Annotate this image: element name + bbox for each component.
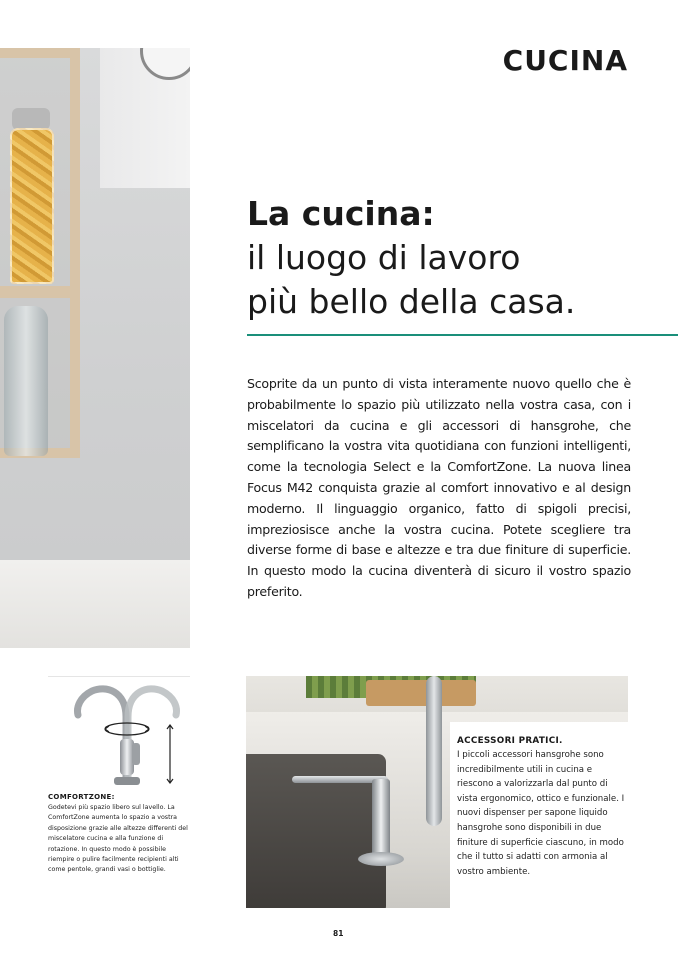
comfortzone-title: COMFORTZONE: bbox=[48, 793, 115, 801]
headline-line-1: La cucina: bbox=[247, 194, 435, 233]
kitchen-shelf-photo bbox=[0, 48, 190, 648]
headline-rule bbox=[247, 334, 678, 336]
dispenser-base bbox=[358, 852, 404, 866]
pasta-jar bbox=[10, 128, 54, 284]
jar-lid bbox=[12, 108, 50, 130]
comfortzone-faucet-diagram bbox=[48, 676, 190, 789]
intro-paragraph: Scoprite da un punto di vista interamente nuovo quello che è probabilmente lo spazio più utilizzato nella vostra casa, con i miscelatori da cucina e gli accessori di hansgrohe, che semplificano la vostra vita quotidiana con funzioni intelligenti, come la tecnologia Select e la ComfortZone. La nuova linea Focus M42 conquista grazie al comfort innovativo e al design moderno. Il linguaggio organico, fatto di spigoli precisi, impreziosisce anche la vostra cucina. Potete scegliere tra diverse forme di base e altezze e tra due finiture di superficie. In questo modo la cucina diventerà di sicuro il vostro spazio preferito. bbox=[247, 376, 631, 599]
dispenser-body bbox=[372, 779, 390, 859]
headline-line-3: più bello della casa. bbox=[247, 282, 576, 321]
kitchen-faucet bbox=[426, 676, 442, 826]
page-headline bbox=[247, 192, 667, 324]
accessories-caption bbox=[450, 722, 628, 908]
shelf-board bbox=[0, 286, 80, 298]
page-number: 81 bbox=[333, 929, 344, 938]
accessories-text: I piccoli accessori hansgrohe sono incredibilmente utili in cucina e riescono a valorizzarla dal punto di vista ergonomico, ottico e funzionale. I nuovi dispenser per sapone liquido hansgrohe sono disponibili in due finiture di superficie ciascuno, in modo che il tutto si adatti con armonia al vostro ambiente. bbox=[457, 750, 625, 877]
section-title: CUCINA bbox=[502, 44, 628, 77]
comfortzone-text: Godetevi più spazio libero sul lavello. La ComfortZone aumenta lo spazio a vostra disposizione grazie alle altezze differenti del miscelatore cucina e alla funzione di rotazione. In questo modo è possibile riempire o pulire facilmente recipienti alti come pentole, grandi vasi o bottiglie. bbox=[48, 804, 188, 874]
glass-bottle bbox=[4, 306, 48, 456]
cutting-board bbox=[366, 680, 476, 706]
faucet-rotation-icon bbox=[48, 677, 190, 789]
headline-line-2: il luogo di lavoro bbox=[247, 238, 521, 277]
accessories-title: ACCESSORI PRATICI. bbox=[457, 736, 563, 746]
countertop bbox=[0, 560, 190, 648]
